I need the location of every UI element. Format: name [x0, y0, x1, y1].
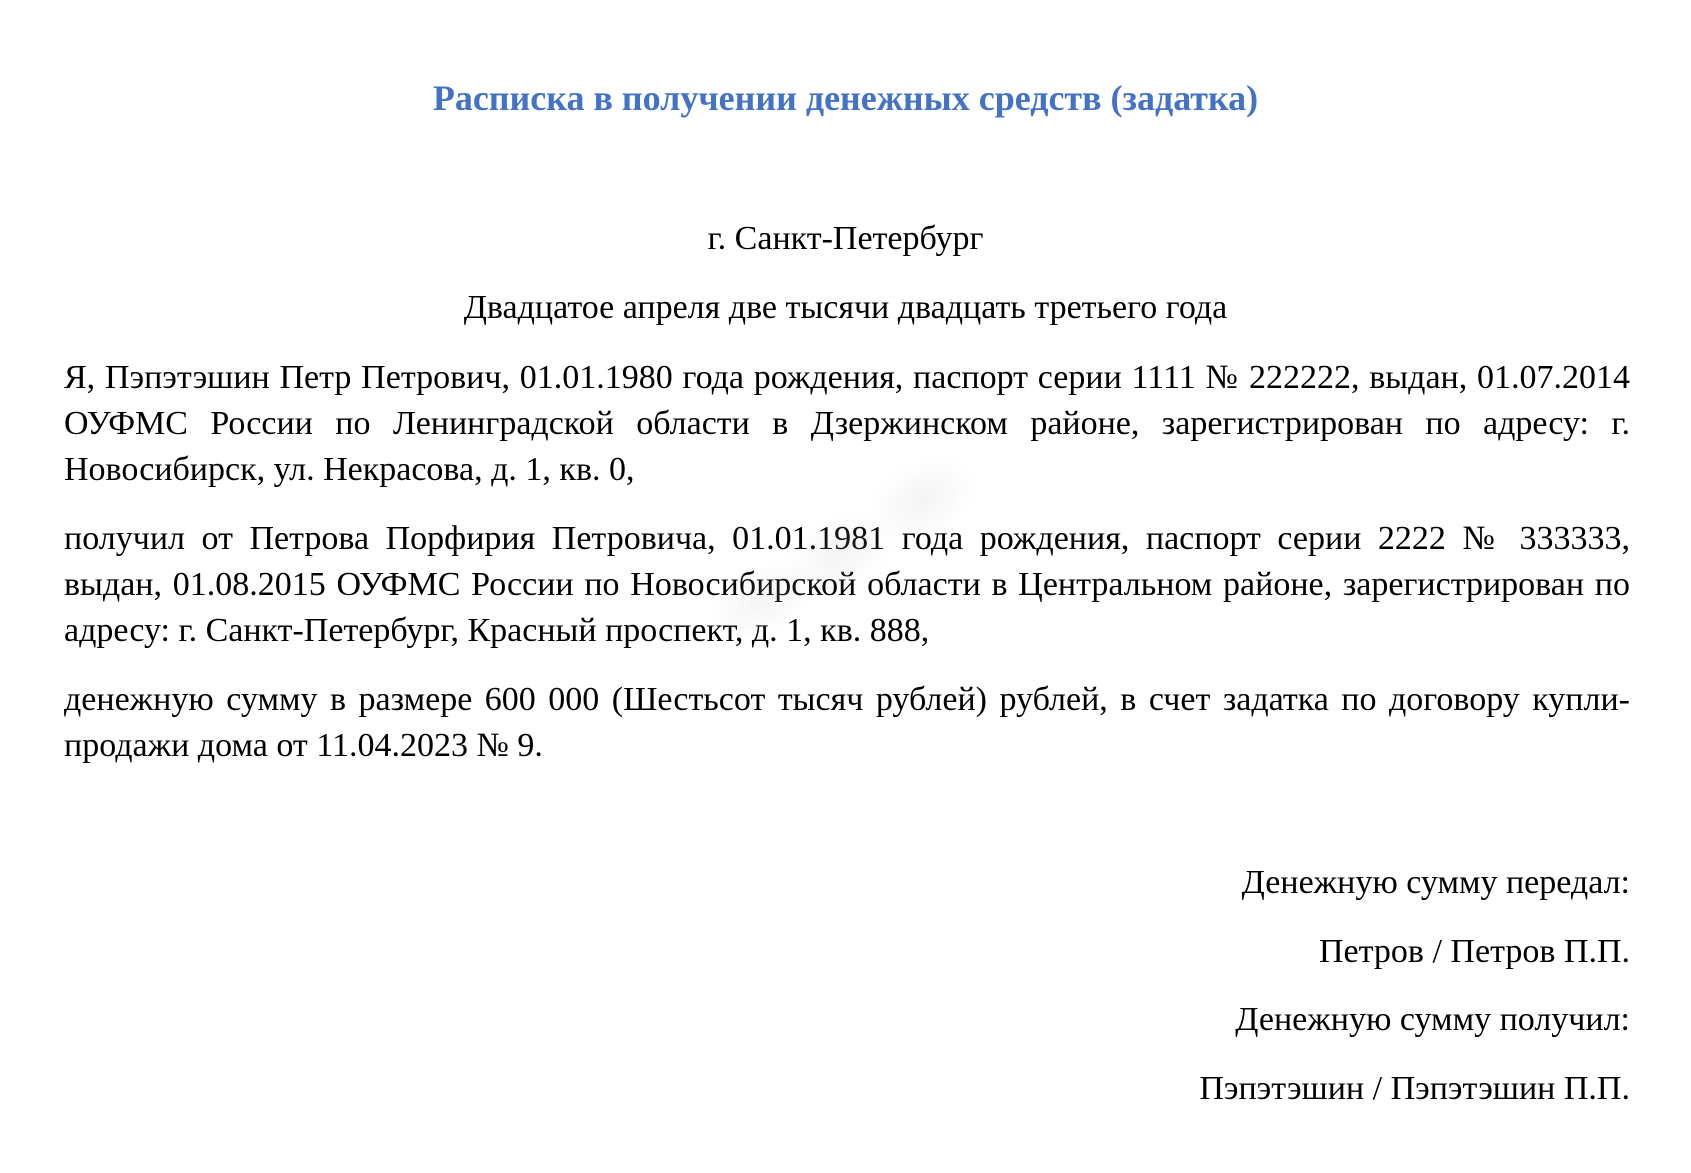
receiver-signature: Пэпэтэшин / Пэпэтэшин П.П.: [1199, 1070, 1630, 1107]
giver-label: Денежную сумму передал:: [1241, 864, 1630, 901]
document-city: г. Санкт-Петербург: [707, 220, 984, 257]
giver-signature: Петров / Петров П.П.: [1319, 933, 1630, 970]
document-date: Двадцатое апреля две тысячи двадцать третьего года: [463, 289, 1228, 326]
paragraph-amount: денежную сумму в размере 600 000 (Шестьсот тысяч рублей) рублей, в счет задатка по договору купли-продажи дома от 11.04.2023 № 9.: [64, 681, 1630, 764]
receiver-label: Денежную сумму получил:: [1235, 1001, 1630, 1038]
paragraph-recipient: Я, Пэпэтэшин Петр Петрович, 01.01.1980 года рождения, паспорт серии 1111 № 222222, выдан, 01.07.2014 ОУФМС России по Ленинградской области в Дзержинском районе, зарегистрирован по адресу: г. Новосибирск, ул. Некрасова, д. 1, кв. 0,: [64, 359, 1630, 488]
paragraph-payer: получил от Петрова Порфирия Петровича, 01.01.1981 года рождения, паспорт серии 2222 № 333333, выдан, 01.08.2015 ОУФМС России по Новосибирской области в Центральном районе, зарегистрирован по адресу: г. Санкт-Петербург, Красный проспект, д. 1, кв. 888,: [64, 520, 1630, 649]
document-title: Расписка в получении денежных средств (задатка): [432, 78, 1259, 118]
